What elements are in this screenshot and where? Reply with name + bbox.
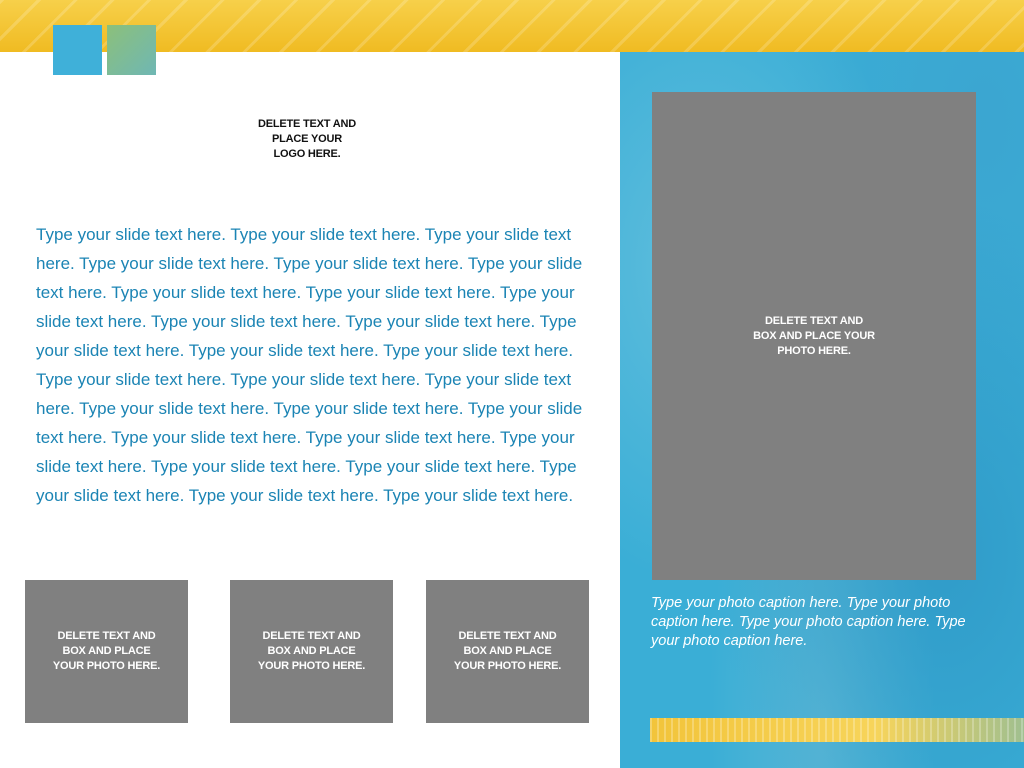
accent-square-blue [53,25,102,75]
slide-body-text[interactable]: Type your slide text here. Type your slide text here. Type your slide text here. Type your slide text here. Type your slide text here. Type your slide text here. Type your slide text here. Type your slide text here. Type your slide text here. Type your slide text here. Type your slide text here. Type your slide text here. Type your slide text here. Type your slide text here. Type your slide text here. Type your slide text here. Type your slide text here. Type your slide text here. Type your slide text here. Type your slide text here. Type your slide text here. Type your slide text here. Type your slide text here. Type your slide text here. Type your slide text here. Type your slide text here. Type your slide text here. Type your slide text here. [36,225,583,505]
logo-placeholder[interactable]: DELETE TEXT AND PLACE YOUR LOGO HERE. [257,118,357,160]
thumbnail-photo-placeholder-2[interactable]: DELETE TEXT AND BOX AND PLACE YOUR PHOTO HERE. [230,580,393,723]
thumbnail-photo-placeholder-1[interactable]: DELETE TEXT AND BOX AND PLACE YOUR PHOTO HERE. [25,580,188,723]
accent-square-green [107,25,156,75]
bottom-decorative-stripe [650,718,1024,742]
main-photo-placeholder[interactable]: DELETE TEXT AND BOX AND PLACE YOUR PHOTO HERE. [652,92,976,580]
photo-caption[interactable]: Type your photo caption here. Type your photo caption here. Type your photo caption here. Type your photo caption here. [651,595,966,649]
thumbnail-photo-placeholder-3[interactable]: DELETE TEXT AND BOX AND PLACE YOUR PHOTO HERE. [426,580,589,723]
